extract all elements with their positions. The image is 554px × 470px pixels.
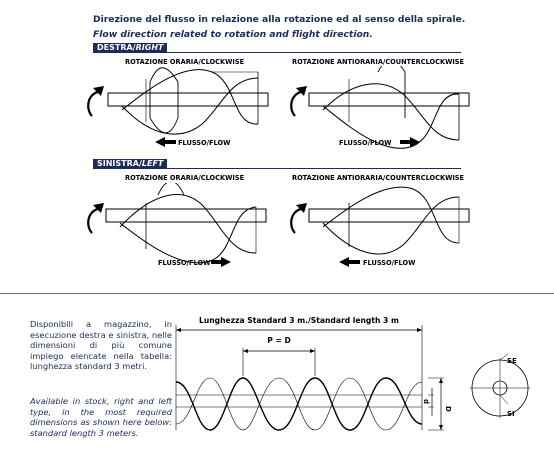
left-ccw-caption: ROTAZIONE ANTIORARIA/COUNTERCLOCKWISE xyxy=(292,174,465,182)
screw-right-cw xyxy=(88,68,268,147)
pitch-label: P = D xyxy=(267,336,291,345)
helix-back xyxy=(176,378,422,430)
left-cw-caption: ROTAZIONE ORARIA/CLOCKWISE xyxy=(125,174,245,182)
right-cw-flow-text: FLUSSO/FLOW xyxy=(178,139,231,147)
section-view xyxy=(470,350,550,430)
left-ccw-flow-text: FLUSSO/FLOW xyxy=(363,259,416,267)
screw-dimension-drawing xyxy=(170,320,460,450)
right-ccw-flow-text: FLUSSO/FLOW xyxy=(339,139,392,147)
se-label: SE xyxy=(507,357,517,365)
section-divider xyxy=(0,293,554,294)
screw-left-cw xyxy=(88,183,266,267)
left-cw-flow-text: FLUSSO/FLOW xyxy=(158,259,211,267)
right-cw-caption: ROTAZIONE ORARIA/CLOCKWISE xyxy=(125,58,245,66)
left-diagrams xyxy=(80,183,470,279)
left-label-en: LEFT xyxy=(141,159,164,168)
right-label-en: RIGHT xyxy=(135,43,164,52)
header-title-en: Flow direction related to rotation and flight direction. xyxy=(93,29,373,40)
outer-diameter-label: D xyxy=(444,406,452,412)
right-ccw-caption: ROTAZIONE ANTIORARIA/COUNTERCLOCKWISE xyxy=(292,58,465,66)
screw-right-ccw xyxy=(291,66,469,148)
right-band-rule xyxy=(93,52,461,53)
header-title-it: Direzione del flusso in relazione alla rotazione ed al senso della spirale. xyxy=(93,14,466,25)
standard-length-label: Lunghezza Standard 3 m./Standard length 3 m xyxy=(199,316,399,325)
right-diagrams xyxy=(80,66,470,162)
left-label-it: SINISTRA/ xyxy=(97,159,142,168)
left-band-rule xyxy=(93,168,461,169)
helix-front xyxy=(176,378,422,430)
availability-text-en: Available in stock, right and left type, in the most required dimensions as shown here below: standard length 3 meters. xyxy=(30,396,172,438)
inner-diameter-label: d xyxy=(422,399,430,405)
screw-left-ccw xyxy=(291,187,469,267)
right-label-it: DESTRA/ xyxy=(97,43,136,52)
availability-text-it: Disponibili a magazzino, in esecuzione destra e sinistra, nelle dimensioni di più comune impiego elencate nella tabella: lunghezza standard 3 metri. xyxy=(30,319,172,372)
si-label: SI xyxy=(507,410,515,418)
